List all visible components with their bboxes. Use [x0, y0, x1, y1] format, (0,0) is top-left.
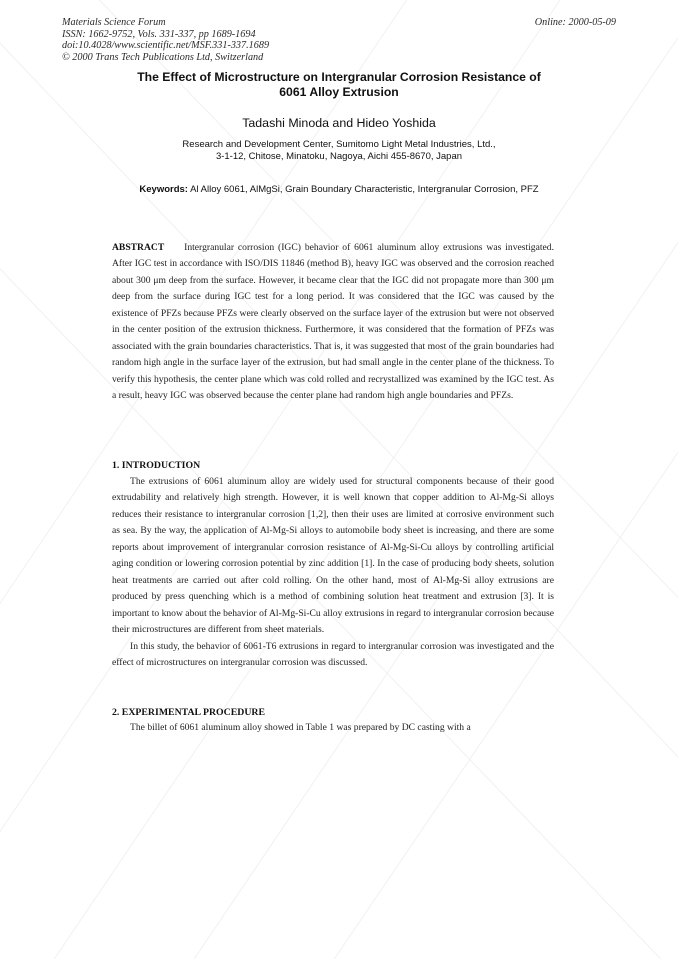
- doi-line[interactable]: doi:10.4028/www.scientific.net/MSF.331-337.1689: [62, 40, 270, 52]
- journal-name: Materials Science Forum: [62, 17, 166, 28]
- title-line-1: The Effect of Microstructure on Intergranular Corrosion Resistance of: [137, 70, 541, 84]
- experimental-body: [112, 720, 554, 736]
- keywords-label: Keywords:: [139, 184, 188, 195]
- affiliation: [90, 139, 588, 164]
- experimental-paragraph-1: The billet of 6061 aluminum alloy showed in Table 1 was prepared by DC casting with a: [130, 722, 471, 733]
- abstract-label: ABSTRACT: [112, 242, 165, 253]
- introduction-heading: 1. INTRODUCTION: [112, 460, 201, 471]
- publication-metadata: [62, 17, 269, 63]
- experimental-heading: 2. EXPERIMENTAL PROCEDURE: [112, 707, 266, 718]
- affiliation-line-2: 3-1-12, Chitose, Minatoku, Nagoya, Aichi 455-8670, Japan: [215, 151, 463, 163]
- authors: Tadashi Minoda and Hideo Yoshida: [242, 116, 436, 130]
- keywords-text: Al Alloy 6061, AlMgSi, Grain Boundary Characteristic, Intergranular Corrosion, PFZ: [190, 184, 539, 195]
- issn-line: ISSN: 1662-9752, Vols. 331-337, pp 1689-1694: [62, 28, 256, 40]
- affiliation-line-1: Research and Development Center, Sumitomo Light Metal Industries, Ltd.,: [182, 139, 496, 150]
- introduction-paragraph-1: The extrusions of 6061 aluminum alloy are widely used for structural components because of their good extrudability and relatively high strength. However, it is well known that copper addition to Al-Mg-Si alloys reduces their resistance to intergranular corrosion [1,2], then their uses are limited at corrosive environment such as sea. By the way, the application of Al-Mg-Si alloys to automobile body sheet is increasing, and there are some reports about improvement of intergranular corrosion resistance of Al-Mg-Si-Cu alloys by controlling artificial aging condition or lowering corrosion potential by zinc addition [1]. In the case of producing body sheets, solution heat treatments are carried out after cold rolling. On the other hand, most of Al-Mg-Si alloy extrusions are produced by press quenching which is a method of combining solution heat treatment and extrusion [3]. It is important to know about the behavior of Al-Mg-Si-Cu alloy extrusions in regard to intergranular corrosion because their microstructures are different from sheet materials.: [112, 476, 554, 636]
- online-date: Online: 2000-05-09: [534, 17, 616, 28]
- introduction-body: [112, 474, 554, 671]
- abstract-text: Intergranular corrosion (IGC) behavior of 6061 aluminum alloy extrusions was investigated. After IGC test in accordance with ISO/DIS 11846 (method B), heavy IGC was observed and the corrosion reached about 300 μm deep from the surface. However, it became clear that the IGC did not propagate more than 300 μm deep from the surface during IGC test for a long period. It was considered that the IGC was caused by the existence of PFZs because PFZs were clearly observed on the surface layer of the extrusion but were not observed in the center position of the extrusion thickness. Furthermore, it was considered that the formation of PFZs was associated with the grain boundaries characteristics. That is, it was suggested that most of the grain boundaries had random high angle in the surface layer of the extrusion, but had small angle in the center plane of the thickness. To verify this hypothesis, the center plane which was cold rolled and recrystallized was examined by the IGC test. As a result, heavy IGC was observed because the center plane had random high angle boundaries and PFZs.: [112, 242, 554, 402]
- keywords: [90, 184, 588, 195]
- copyright-line: © 2000 Trans Tech Publications Ltd, Switzerland: [62, 51, 264, 63]
- paper-title: [90, 70, 588, 100]
- abstract: [112, 240, 554, 405]
- introduction-paragraph-2: In this study, the behavior of 6061-T6 extrusions in regard to intergranular corrosion was investigated and the effect of microstructures on intergranular corrosion was discussed.: [112, 640, 554, 668]
- title-line-2: 6061 Alloy Extrusion: [279, 85, 399, 99]
